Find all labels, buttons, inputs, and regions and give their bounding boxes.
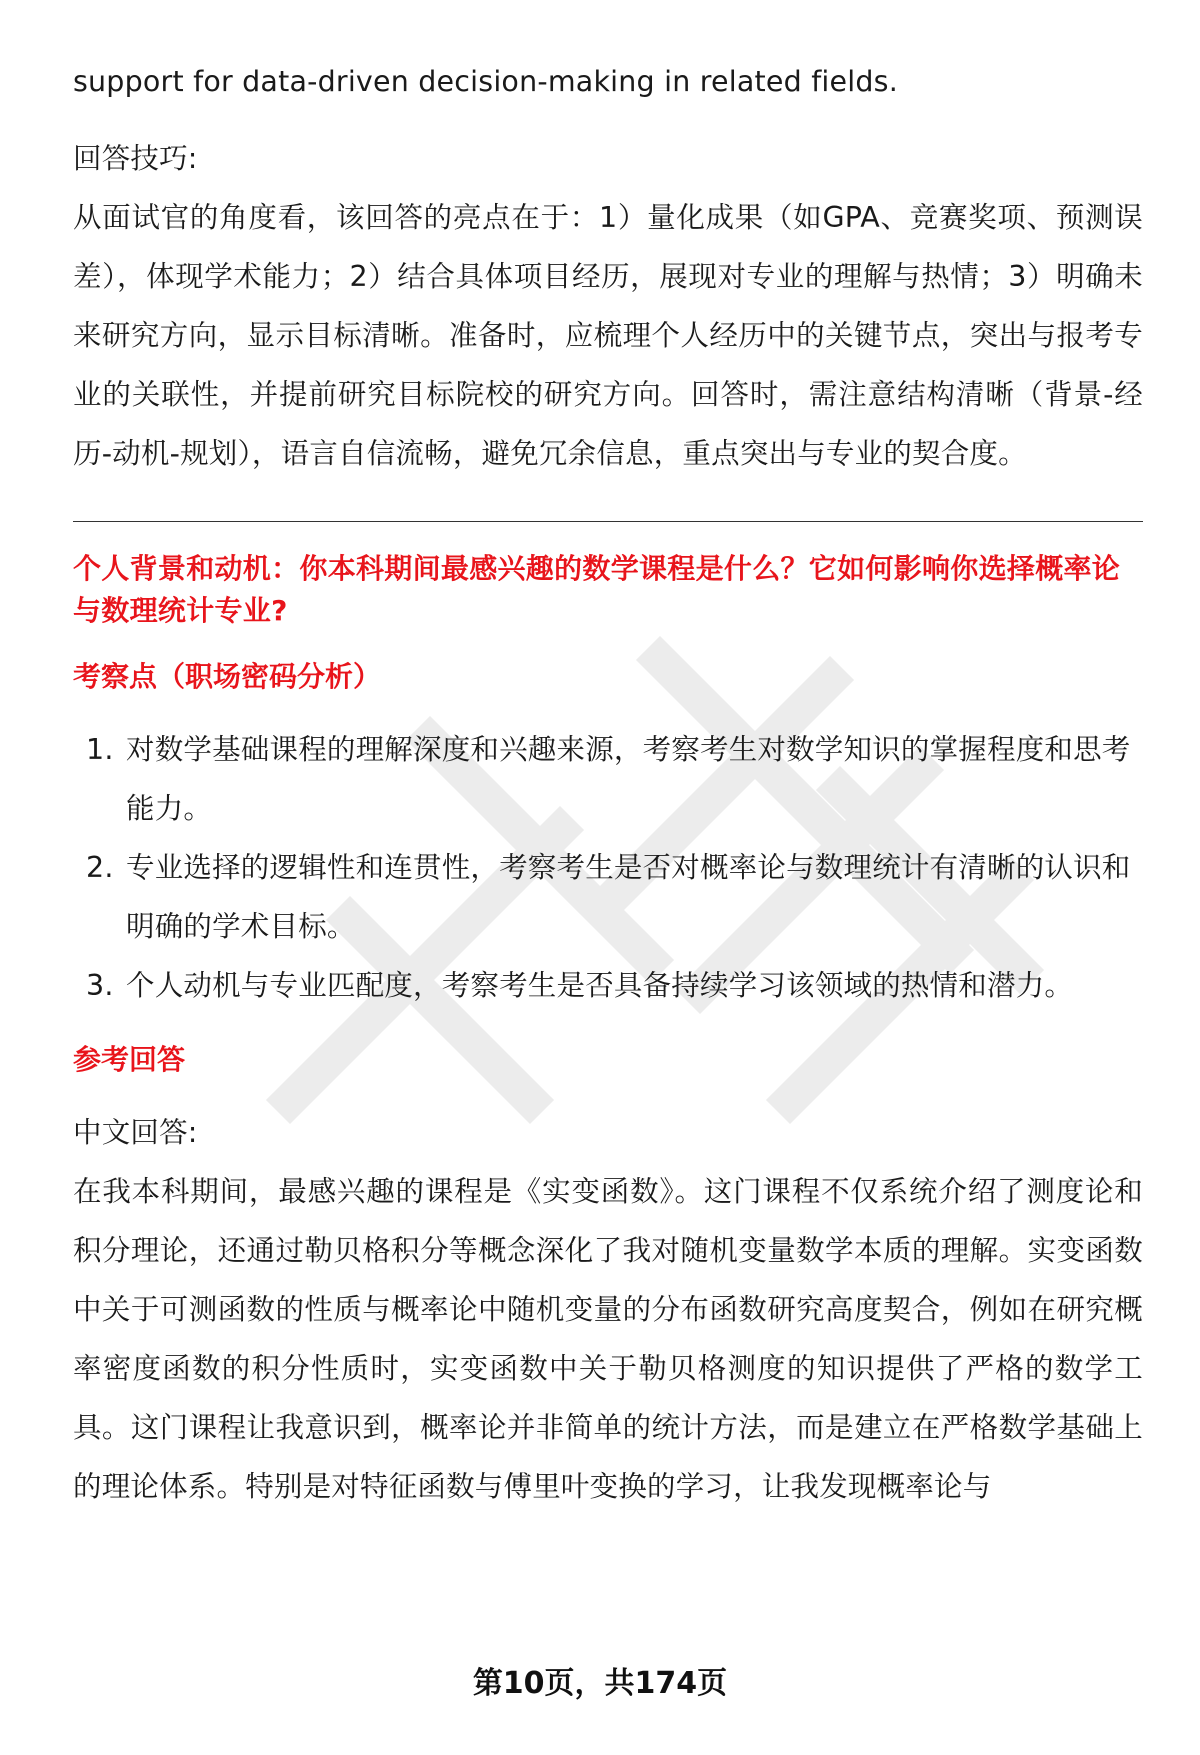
list-item-number: 2. (86, 851, 114, 884)
list-item (73, 838, 1143, 956)
chinese-answer-heading: 中文回答: (73, 1116, 198, 1149)
list-item-text: 专业选择的逻辑性和连贯性，考察考生是否对概率论与数理统计有清晰的认识和明确的学术目标。 (126, 851, 1131, 943)
list-item-text: 个人动机与专业匹配度，考察考生是否具备持续学习该领域的热情和潜力。 (126, 969, 1074, 1002)
list-item (73, 956, 1143, 1015)
reference-answer-label: 参考回答 (73, 1043, 186, 1076)
list-item-number: 3. (86, 969, 114, 1002)
tips-heading: 回答技巧: (73, 142, 198, 175)
question-title: 个人背景和动机：你本科期间最感兴趣的数学课程是什么？它如何影响你选择概率论与数理统计专业? (73, 552, 1121, 627)
assessment-list (73, 720, 1143, 1015)
english-answer-tail: support for data-driven decision-making in related fields. (73, 65, 898, 98)
tips-body: 从面试官的角度看，该回答的亮点在于：1）量化成果（如GPA、竞赛奖项、预测误差），体现学术能力；2）结合具体项目经历，展现对专业的理解与热情；3）明确未来研究方向，显示目标清晰。准备时，应梳理个人经历中的关键节点，突出与报考专业的关联性，并提前研究目标院校的研究方向。回答时，需注意结构清晰（背景-经历-动机-规划），语言自信流畅，避免冗余信息，重点突出与专业的契合度。 (73, 201, 1143, 470)
list-item-text: 对数学基础课程的理解深度和兴趣来源，考察考生对数学知识的掌握程度和思考能力。 (126, 733, 1131, 825)
page-content (73, 52, 1143, 1516)
list-item-number: 1. (86, 733, 114, 766)
list-item (73, 720, 1143, 838)
assessment-label: 考察点（职场密码分析） (73, 660, 382, 693)
page-number: 第10页，共174页 (472, 1666, 728, 1701)
chinese-answer-body: 在我本科期间，最感兴趣的课程是《实变函数》。这门课程不仅系统介绍了测度论和积分理论，还通过勒贝格积分等概念深化了我对随机变量数学本质的理解。实变函数中关于可测函数的性质与概率论中随机变量的分布函数研究高度契合，例如在研究概率密度函数的积分性质时，实变函数中关于勒贝格测度的知识提供了严格的数学工具。这门课程让我意识到，概率论并非简单的统计方法，而是建立在严格数学基础上的理论体系。特别是对特征函数与傅里叶变换的学习，让我发现概率论与 (73, 1175, 1143, 1503)
section-divider (73, 521, 1143, 522)
